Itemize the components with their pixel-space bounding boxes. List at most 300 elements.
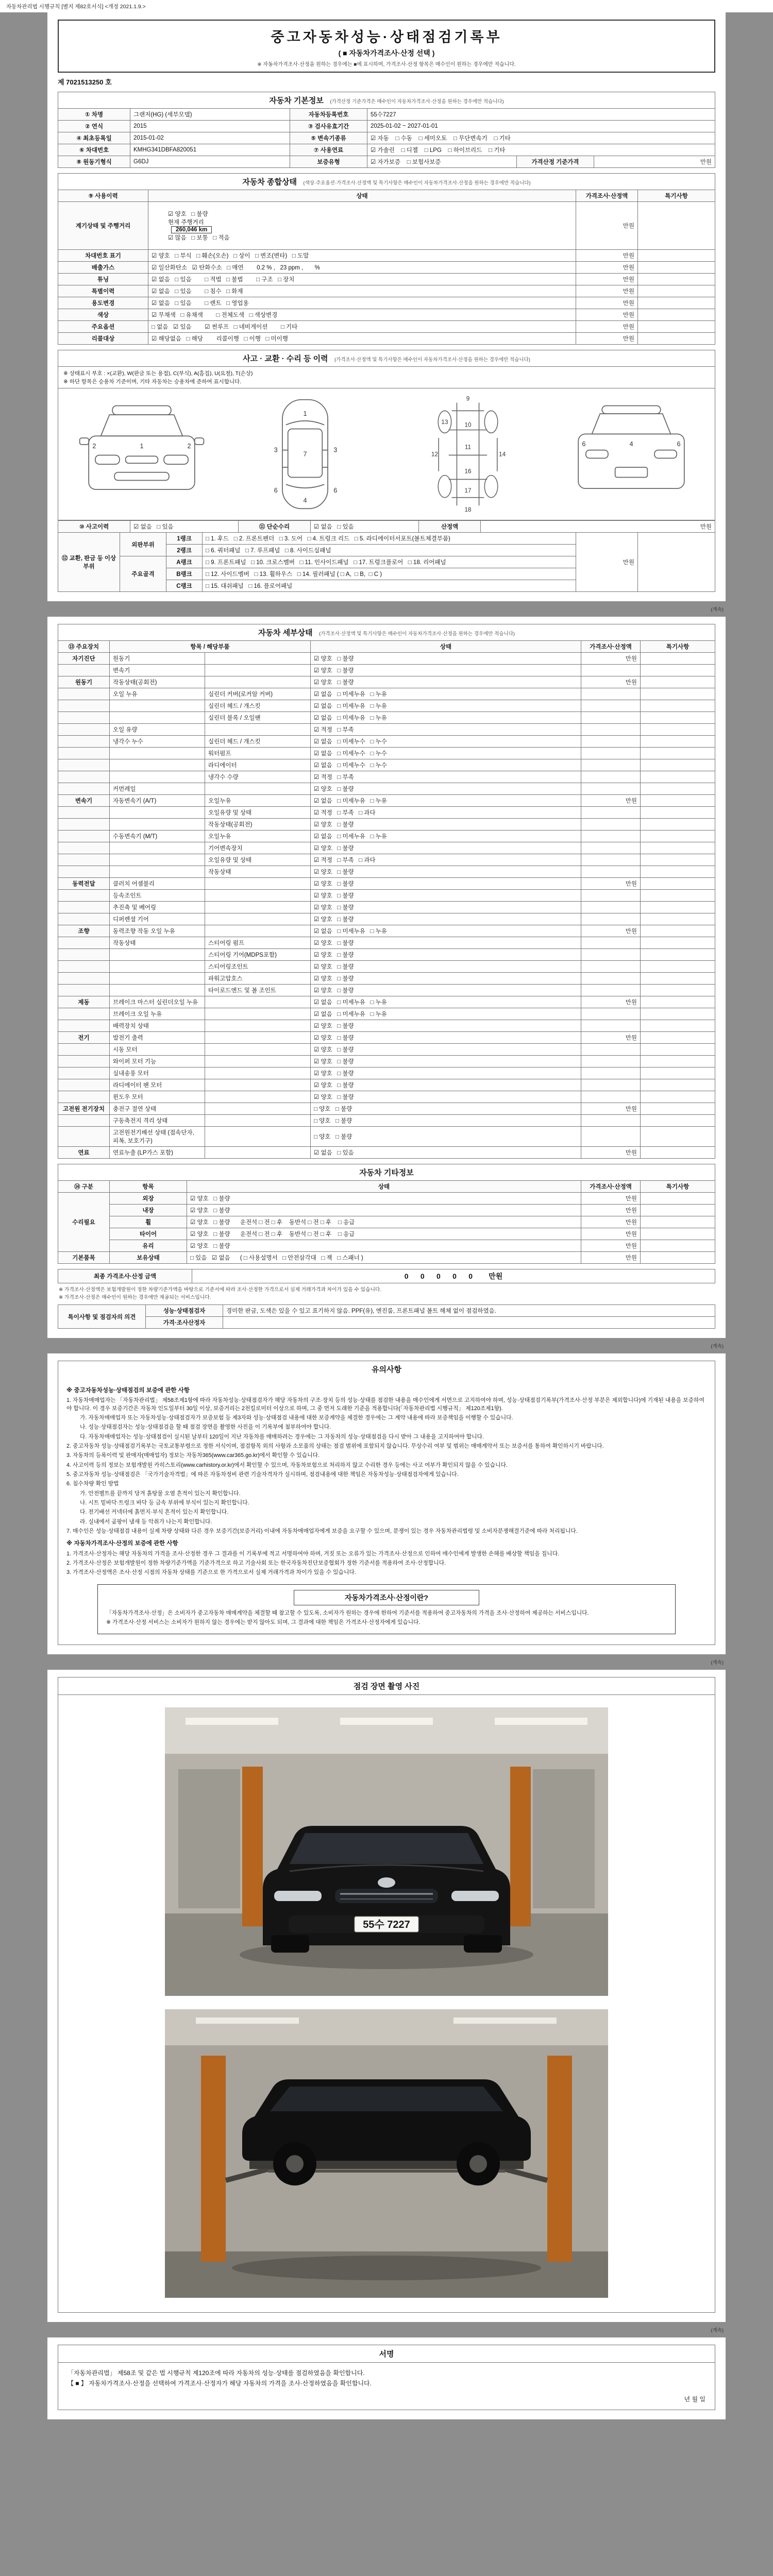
section-header-detail [58, 624, 715, 640]
subitem-cell [205, 1032, 311, 1044]
label-cell: 휠 [110, 1216, 187, 1228]
device-cell: 제동 [58, 996, 110, 1008]
svg-text:9: 9 [466, 395, 470, 402]
device-cell [58, 866, 110, 878]
section-title-detail: 자동차 세부상태 [258, 629, 313, 637]
amount-cell [581, 736, 641, 748]
table-row [58, 1269, 715, 1283]
note-cell [641, 1205, 715, 1216]
checkbox-group: ☑ 양호 □ 불량 [311, 665, 581, 676]
table-row [58, 759, 715, 771]
table-row [58, 949, 715, 961]
checkbox-group: ☑ 양호 □ 불량 [311, 1032, 581, 1044]
checkbox-group: □ 없음 ☑ 있음 ☑ 썬루프 □ 네비게이션 □ 기타 [148, 321, 576, 333]
note-cell [641, 819, 715, 831]
table-row [58, 807, 715, 819]
label-cell: 주요옵션 [58, 321, 148, 333]
svg-text:1: 1 [140, 442, 144, 450]
item-cell: 원동기 [110, 653, 205, 665]
note-cell [641, 736, 715, 748]
legend-line: ※ 하단 항목은 승용차 기준이며, 기타 자동차는 승용차에 준하여 표시합니다. [63, 379, 242, 385]
subitem-cell [205, 1020, 311, 1032]
note-cell [641, 866, 715, 878]
label-cell: 보증유형 [290, 156, 367, 168]
table-row [58, 297, 715, 309]
item-cell [110, 807, 205, 819]
table-row [58, 1103, 715, 1115]
item-cell: 동력조향 작동 오일 누유 [110, 925, 205, 937]
table-row [58, 533, 715, 545]
notice-paragraph: 3. 자동차의 등록이력 및 판매자(매매업자) 정보는 자동차365(www.car365.go.kr)에서 확인할 수 있습니다. [66, 1452, 320, 1459]
note-cell [641, 890, 715, 902]
item-cell: 충전구 절연 상태 [110, 1103, 205, 1115]
note-cell [641, 831, 715, 842]
exchange-repair-table [58, 532, 715, 592]
note-cell [641, 1115, 715, 1127]
table-row [58, 688, 715, 700]
detail-condition-table [58, 640, 715, 1159]
checkbox-group: ☑ 양호 □ 불량 [187, 1193, 581, 1205]
note-cell [638, 309, 715, 321]
item-cell: 냉각수 누수 [110, 736, 205, 748]
device-cell [58, 1115, 110, 1127]
item-cell [110, 961, 205, 973]
device-cell: 조향 [58, 925, 110, 937]
amount-cell [581, 688, 641, 700]
amount-cell: 만원 [581, 795, 641, 807]
notice-paragraph: 나. 시트 밑바닥·트렁크 바닥 등 금속 부위에 부식이 있는지 확인합니다. [80, 1499, 249, 1506]
item-cell: 발전기 출력 [110, 1032, 205, 1044]
info-box-line: 「자동차가격조사·산정」은 소비자가 중고자동차 매매계약을 체결할 때 참고할 수 있도록, 소비자가 원하는 경우에 한하여 기준서를 적용하여 중고자동차의 가격을 조사·산정하여 제공하는 서비스입니다. [106, 1609, 589, 1616]
item-cell: 추진축 및 베어링 [110, 902, 205, 913]
device-cell [58, 1020, 110, 1032]
label-cell: ⑤ 변속기종류 [290, 132, 367, 144]
amount-cell [581, 1008, 641, 1020]
svg-text:11: 11 [465, 444, 472, 451]
table-row [58, 1044, 715, 1056]
info-box-line: ※ 가격조사·산정 서비스는 소비자가 원하지 않는 경우에는 받지 않아도 되며, 그 결과에 대한 책임은 가격조사·산정자에게 있습니다. [106, 1619, 421, 1626]
item-cell: 오일 유량 [110, 724, 205, 736]
item-cell [110, 748, 205, 759]
section-title-overall: 자동차 종합상태 [242, 178, 297, 187]
device-cell [58, 1044, 110, 1056]
note-cell [641, 653, 715, 665]
table-row [58, 1091, 715, 1103]
car-top-frame-diagram [391, 394, 545, 515]
subitem-cell: 오일누유 [205, 831, 311, 842]
notice-paragraph: 다. 전기배선 커넥터에 흙먼지·부식 흔적이 있는지 확인합니다. [80, 1509, 229, 1516]
amount-cell: 만원 [576, 250, 638, 262]
item-cell [110, 712, 205, 724]
checkbox-group: ☑ 일산화탄소 ☑ 탄화수소 □ 매연 0.2 % , 23 ppm , % [148, 262, 576, 274]
device-cell [58, 819, 110, 831]
notice-paragraph: 4. 사고이력 등의 정보는 보험개발원 카히스토리(www.carhistory.or.kr)에서 확인할 수 있으며, 자동차보험으로 처리하지 않고 수리한 경우 등에는 사고 여부가 확인되지 않을 수 있습니다. [66, 1462, 508, 1468]
label-cell: ⑥ 차대번호 [58, 144, 130, 156]
device-cell [58, 831, 110, 842]
amount-cell: 만원 [581, 996, 641, 1008]
table-row [58, 771, 715, 783]
page-5 [47, 2337, 726, 2419]
page-2 [47, 617, 726, 1338]
amount-cell [581, 807, 641, 819]
note-cell [641, 688, 715, 700]
table-row [58, 712, 715, 724]
device-cell [58, 665, 110, 676]
table-row [58, 676, 715, 688]
subitem-cell: 작동상태 [205, 866, 311, 878]
checkbox-group: ☑ 양호 □ 불량 [311, 961, 581, 973]
checkbox-group: ☑ 가솔린 □ 디젤 □ LPG □ 하이브리드 □ 기타 [367, 144, 715, 156]
note-cell [641, 1193, 715, 1205]
device-cell [58, 913, 110, 925]
checkbox-group: ☑ 없음 □ 미세누유 □ 누유 [311, 831, 581, 842]
subitem-cell [205, 1103, 311, 1115]
item-cell: 실내송풍 모터 [110, 1067, 205, 1079]
subitem-cell [205, 724, 311, 736]
column-header: 특기사항 [641, 1181, 715, 1193]
subitem-cell: 라디에이터 [205, 759, 311, 771]
notice-paragraph: 5. 중고자동차 성능·상태점검은 「국가기술자격법」에 따른 자동차정비 관련 기술자격자가 실시하며, 점검내용에 대한 책임은 자동차성능·상태점검자에게 있습니다. [66, 1471, 459, 1478]
signature-body [58, 2363, 715, 2410]
column-header: 특기사항 [638, 190, 715, 202]
device-cell [58, 771, 110, 783]
label-cell: 색상 [58, 309, 148, 321]
device-cell [58, 1067, 110, 1079]
label-cell: 자동차등록번호 [290, 109, 367, 121]
column-header: 항목 / 해당부품 [110, 641, 311, 653]
note-cell [641, 1127, 715, 1147]
title-box [58, 20, 715, 73]
checkbox-group: ☑ 양호 □ 불량 [311, 949, 581, 961]
rank-cell: B랭크 [166, 568, 203, 580]
checkbox-group: ☑ 양호 □ 불량 [311, 985, 581, 996]
note-cell [641, 902, 715, 913]
note-cell [641, 759, 715, 771]
table-row [58, 700, 715, 712]
device-cell [58, 1091, 110, 1103]
item-cell [110, 771, 205, 783]
table-row [58, 736, 715, 748]
label-cell: 가격산정 기준가격 [517, 156, 594, 168]
table-row [58, 156, 715, 168]
device-cell: 변속기 [58, 795, 110, 807]
rank-cell: A랭크 [166, 556, 203, 568]
note-cell [641, 1056, 715, 1067]
note-cell [638, 321, 715, 333]
checkbox-group: □ 1. 후드 □ 2. 프론트펜더 □ 3. 도어 □ 4. 트렁크 리드 □ 5. 라디에이터서포트(볼트체결부품) [203, 533, 576, 545]
checkbox-group: ☑ 양호 □ 불량 [311, 1020, 581, 1032]
checkbox-group: ☑ 양호 □ 불량 [311, 878, 581, 890]
subitem-cell: 실린더 블록 / 오일팬 [205, 712, 311, 724]
photo-section-title: 점검 장면 촬영 사진 [58, 1677, 715, 1695]
amount-cell [581, 771, 641, 783]
checkbox-group: ☑ 해당없음 □ 해당 리콜이행 □ 이행 □ 미이행 [148, 333, 576, 345]
basic-info-table [58, 108, 715, 168]
note-cell [641, 783, 715, 795]
value-cell: 2015-01-02 [130, 132, 290, 144]
page-title: 중고자동차성능·상태점검기록부 [271, 29, 502, 45]
note-cell [641, 1091, 715, 1103]
note-cell [641, 1044, 715, 1056]
table-row [58, 1115, 715, 1127]
car-damage-diagrams [58, 388, 715, 520]
checkbox-group: ☑ 양호 □ 불량 [311, 783, 581, 795]
amount-cell: 만원 [581, 1205, 641, 1216]
checkbox-group: ☑ 없음 □ 미세누수 □ 누수 [311, 748, 581, 759]
note-cell [638, 274, 715, 285]
subitem-cell: 스티어링 펌프 [205, 937, 311, 949]
page-3 [47, 1353, 726, 1654]
device-cell [58, 1127, 110, 1147]
table-row [58, 653, 715, 665]
note-cell [641, 1240, 715, 1252]
section-note-basic: (가격산정 기준가격은 매수인이 자동차가격조사·산정을 원하는 경우에만 적습니다) [330, 99, 504, 105]
note-cell [641, 1228, 715, 1240]
subitem-cell [205, 1147, 311, 1159]
table-row [58, 795, 715, 807]
checkbox-group: □ 6. 쿼터패널 □ 7. 루프패널 □ 8. 사이드실패널 [203, 545, 576, 556]
notice-paragraph: ※ 중고자동차성능·상태점검의 보증에 관한 사항 [66, 1387, 190, 1394]
item-cell: 오일 누유 [110, 688, 205, 700]
item-cell: 고전원전기배선 상태 (접속단자, 피복, 보호기구) [110, 1127, 205, 1147]
amount-cell [581, 700, 641, 712]
table-row [58, 902, 715, 913]
item-cell [110, 759, 205, 771]
device-cell [58, 854, 110, 866]
legend-line: ※ 상태표시 부호 : ×(교환), W(판금 또는 용접), C(부식), A(흠집), U(요철), T(손상) [63, 370, 253, 377]
continue-label: (계속) [711, 607, 724, 613]
note-cell [638, 262, 715, 274]
label-cell: ⑧ 원동기형식 [58, 156, 130, 168]
note-cell [641, 842, 715, 854]
svg-text:6: 6 [274, 486, 278, 494]
amount-cell [581, 1044, 641, 1056]
car-front-diagram [64, 394, 219, 515]
table-row [58, 309, 715, 321]
label-cell: ③ 검사유효기간 [290, 121, 367, 132]
notice-paragraph: 7. 매수인은 성능·상태점검 내용이 실제 차량 상태와 다른 경우 보증기간(보증거리) 이내에 자동차매매업자에게 보증을 요구할 수 있으며, 분쟁이 있는 경우 자동차관리법령 및 소비자분쟁해결기준에 따라 처리됩니다. [66, 1528, 578, 1534]
section-note-overall: (색상·주요옵션·가격조사·산정액 및 특기사항은 매수인이 자동차가격조사·산정을 원하는 경우에만 적습니다) [303, 180, 531, 186]
checkbox-group: ☑ 없음 □ 미세누수 □ 누수 [311, 736, 581, 748]
amount-cell [581, 842, 641, 854]
subitem-cell: 오일누유 [205, 795, 311, 807]
checkbox-group: ☑ 양호 □ 불량 [311, 902, 581, 913]
subitem-cell [205, 783, 311, 795]
amount-cell: 만원 [576, 533, 638, 592]
column-header: ⑨ 사용이력 [58, 190, 148, 202]
amount-cell: 만원 [581, 676, 641, 688]
device-cell: 자기진단 [58, 653, 110, 665]
page-gap [0, 601, 773, 617]
inspection-photo-underside [165, 2009, 608, 2298]
group-cell: 외판부위 [120, 533, 166, 556]
notice-paragraph: ※ 자동차가격조사·산정의 보증에 관한 사항 [66, 1540, 178, 1547]
section-title-notices: 유의사항 [372, 1365, 401, 1374]
amount-cell: 만원 [576, 202, 638, 250]
section-header-accident [58, 350, 715, 366]
section-header-overall [58, 173, 715, 190]
note-cell [641, 676, 715, 688]
table-row [58, 121, 715, 132]
column-header: 가격조사·산정액 [581, 1181, 641, 1193]
amount-cell [581, 973, 641, 985]
amount-cell [581, 937, 641, 949]
signature-date: 년 월 일 [684, 2395, 705, 2403]
table-row [58, 250, 715, 262]
column-header: 항목 [110, 1181, 187, 1193]
subitem-cell: 파워고압호스 [205, 973, 311, 985]
column-header: 상태 [311, 641, 581, 653]
section-title-accident: 사고 · 교환 · 수리 등 이력 [243, 354, 328, 363]
notice-paragraph: 2. 가격조사·산정은 보험개발원이 정한 차량기준가액을 기준가격으로 하고 기술사회 또는 한국자동차진단보증협회가 정한 기준서를 적용하여 조사·산정합니다. [66, 1560, 446, 1566]
amount-cell [581, 985, 641, 996]
info-box-title: 자동차가격조사·산정이란? [294, 1590, 479, 1605]
column-header: ⑭ 구분 [58, 1181, 110, 1193]
device-cell [58, 759, 110, 771]
subitem-cell [205, 1008, 311, 1020]
group-cell: 수리필요 [58, 1193, 110, 1252]
table-row [58, 274, 715, 285]
note-cell [641, 1252, 715, 1264]
item-cell [110, 949, 205, 961]
device-cell [58, 949, 110, 961]
table-header-row [58, 190, 715, 202]
label-cell: ⑩ 사고이력 [58, 521, 130, 533]
subitem-cell: 실린더 헤드 / 개스킷 [205, 736, 311, 748]
note-cell [641, 724, 715, 736]
continue-label: (계속) [711, 2327, 724, 2333]
svg-text:4: 4 [303, 496, 307, 504]
subitem-cell [205, 878, 311, 890]
item-cell: 자동변속기 (A/T) [110, 795, 205, 807]
checkbox-group: ☑ 없음 □ 있음 [311, 1147, 581, 1159]
amount-cell [581, 665, 641, 676]
svg-text:13: 13 [441, 418, 448, 426]
checkbox-group: ☑ 양호 □ 불량 운전석 □ 전 □ 후 동반석 □ 전 □ 후 □ 응급 [187, 1228, 581, 1240]
table-row [58, 1305, 715, 1317]
device-cell [58, 700, 110, 712]
note-cell [638, 533, 715, 592]
notices-paragraphs [66, 1386, 707, 1577]
table-row [58, 109, 715, 121]
svg-text:2: 2 [92, 442, 96, 450]
note-cell [641, 1079, 715, 1091]
notice-paragraph: 2. 중고자동차 성능·상태점검기록부는 국토교통부령으로 정한 서식이며, 점검항목 외의 사항과 소모품의 상태는 점검 범위에 포함되지 않습니다. 무상수리 여부 및 범위는 매매계약서 또는 보증서를 통하여 확인하시기 바랍니다. [66, 1443, 604, 1449]
page-4 [47, 1670, 726, 2322]
note-cell [641, 925, 715, 937]
amount-cell: 만원 [581, 1032, 641, 1044]
column-header: 상태 [187, 1181, 581, 1193]
label-cell: 계기상태 및 주행거리 [58, 202, 148, 250]
item-cell: 시동 모터 [110, 1044, 205, 1056]
amount-cell [581, 1079, 641, 1091]
amount-cell [581, 854, 641, 866]
amount-cell [581, 831, 641, 842]
checkbox-group: □ 양호 □ 불량 [311, 1103, 581, 1115]
note-cell [641, 878, 715, 890]
checkbox-group: □ 양호 □ 불량 [311, 1115, 581, 1127]
title-option: ( ■ 자동차가격조사·산정 선택 ) [338, 49, 435, 57]
column-header: ⑬ 주요장치 [58, 641, 110, 653]
item-cell: 클러치 어셈블리 [110, 878, 205, 890]
signature-section [58, 2345, 715, 2410]
checkbox-group: ☑ 없음 □ 미세누수 □ 누수 [311, 759, 581, 771]
section-header-basic [58, 92, 715, 108]
checkbox-group: ☑ 양호 □ 불량 [167, 211, 208, 217]
note-cell [641, 854, 715, 866]
form-reference [0, 0, 773, 12]
subitem-cell [205, 890, 311, 902]
subitem-cell: 오일유량 및 상태 [205, 854, 311, 866]
device-cell [58, 842, 110, 854]
overall-condition-table [58, 190, 715, 345]
table-row [58, 262, 715, 274]
note-cell [641, 712, 715, 724]
accident-history-table [58, 520, 715, 533]
notice-paragraph: 1. 가격조사·산정자는 해당 자동차의 가격을 조사·산정한 경우 그 결과를 이 기록부에 적고 서명하여야 하며, 거짓 또는 오류가 있는 가격조사·산정으로 인하여 매수인에게 발생한 손해를 배상할 책임을 집니다. [66, 1550, 560, 1557]
state-code-legend [58, 366, 715, 388]
amount-cell [581, 949, 641, 961]
final-price-note: ※ 가격조사·산정은 매수인이 원하는 경우에만 제공되는 서비스입니다. [59, 1295, 211, 1300]
note-cell [638, 250, 715, 262]
table-row [58, 1079, 715, 1091]
table-header-row [58, 641, 715, 653]
amount-cell [581, 902, 641, 913]
checkbox-group: ☑ 양호 □ 불량 [311, 842, 581, 854]
final-price-value: 0 0 0 0 0 만원 [192, 1269, 715, 1283]
checkbox-group: □ 있음 ☑ 없음 ( □ 사용설명서 □ 안전삼각대 □ 잭 □ 스패너 ) [187, 1252, 581, 1264]
final-price-note: ※ 가격조사·산정액은 보험개발원이 정한 차량기준가액을 바탕으로 기준서에 따라 조사·산정한 가격으로서 실제 거래가격과 차이가 있을 수 있습니다. [59, 1287, 382, 1293]
subitem-cell: 기어변속장치 [205, 842, 311, 854]
item-cell: 와이퍼 모터 기능 [110, 1056, 205, 1067]
table-row [58, 1056, 715, 1067]
section-note-detail: (가격조사·산정액 및 특기사항은 매수인이 자동차가격조사·산정을 원하는 경우에만 적습니다) [319, 631, 515, 637]
checkbox-group: ☑ 무채색 □ 유채색 □ 전체도색 □ 색상변경 [148, 309, 576, 321]
checkbox-group: ☑ 양호 □ 불량 [311, 973, 581, 985]
amount-cell: 만원 [576, 285, 638, 297]
table-row [58, 1317, 715, 1329]
column-header: 상태 [148, 190, 576, 202]
note-cell [641, 913, 715, 925]
section-title-extra: 자동차 기타정보 [359, 1168, 414, 1177]
table-row [58, 1228, 715, 1240]
checkbox-group: ☑ 양호 □ 불량 [311, 1091, 581, 1103]
notice-paragraph: 가. 자동차매매업자 또는 자동차성능·상태점검자가 보증보험 등 제3자와 성능·상태점검 내용에 대한 보증계약을 체결한 경우에는 그 계약 내용에 따라 보증책임을 이행할 수 있습니다. [80, 1414, 513, 1421]
item-cell [110, 700, 205, 712]
title-note: ※ 자동차가격조사·산정을 원하는 경우에는 ■에 표시하며, 가격조사·산정 항목은 매수인이 원하는 경우에만 적습니다. [257, 62, 516, 67]
item-cell [110, 973, 205, 985]
item-cell [110, 819, 205, 831]
table-row [58, 748, 715, 759]
section-header-notices [58, 1361, 715, 1377]
item-cell: 디퍼렌셜 기어 [110, 913, 205, 925]
value-cell: KMHG341DBFA820051 [130, 144, 290, 156]
item-cell: 수동변속기 (M/T) [110, 831, 205, 842]
table-row [58, 973, 715, 985]
mileage-label: 현재 주행거리 [167, 219, 204, 226]
amount-cell [581, 759, 641, 771]
label-cell: 유리 [110, 1240, 187, 1252]
subitem-cell [205, 1127, 311, 1147]
device-cell [58, 748, 110, 759]
checkbox-group: ☑ 없음 □ 있음 □ 렌트 □ 영업용 [148, 297, 576, 309]
item-cell: 커먼레일 [110, 783, 205, 795]
label-cell: 산정액 [419, 521, 481, 533]
checkbox-group: ☑ 양호 □ 부식 □ 훼손(오손) □ 상이 □ 변조(변타) □ 도말 [148, 250, 576, 262]
amount-cell: 만원 [581, 925, 641, 937]
device-cell: 전기 [58, 1032, 110, 1044]
checkbox-group: ☑ 양호 □ 불량 [311, 819, 581, 831]
